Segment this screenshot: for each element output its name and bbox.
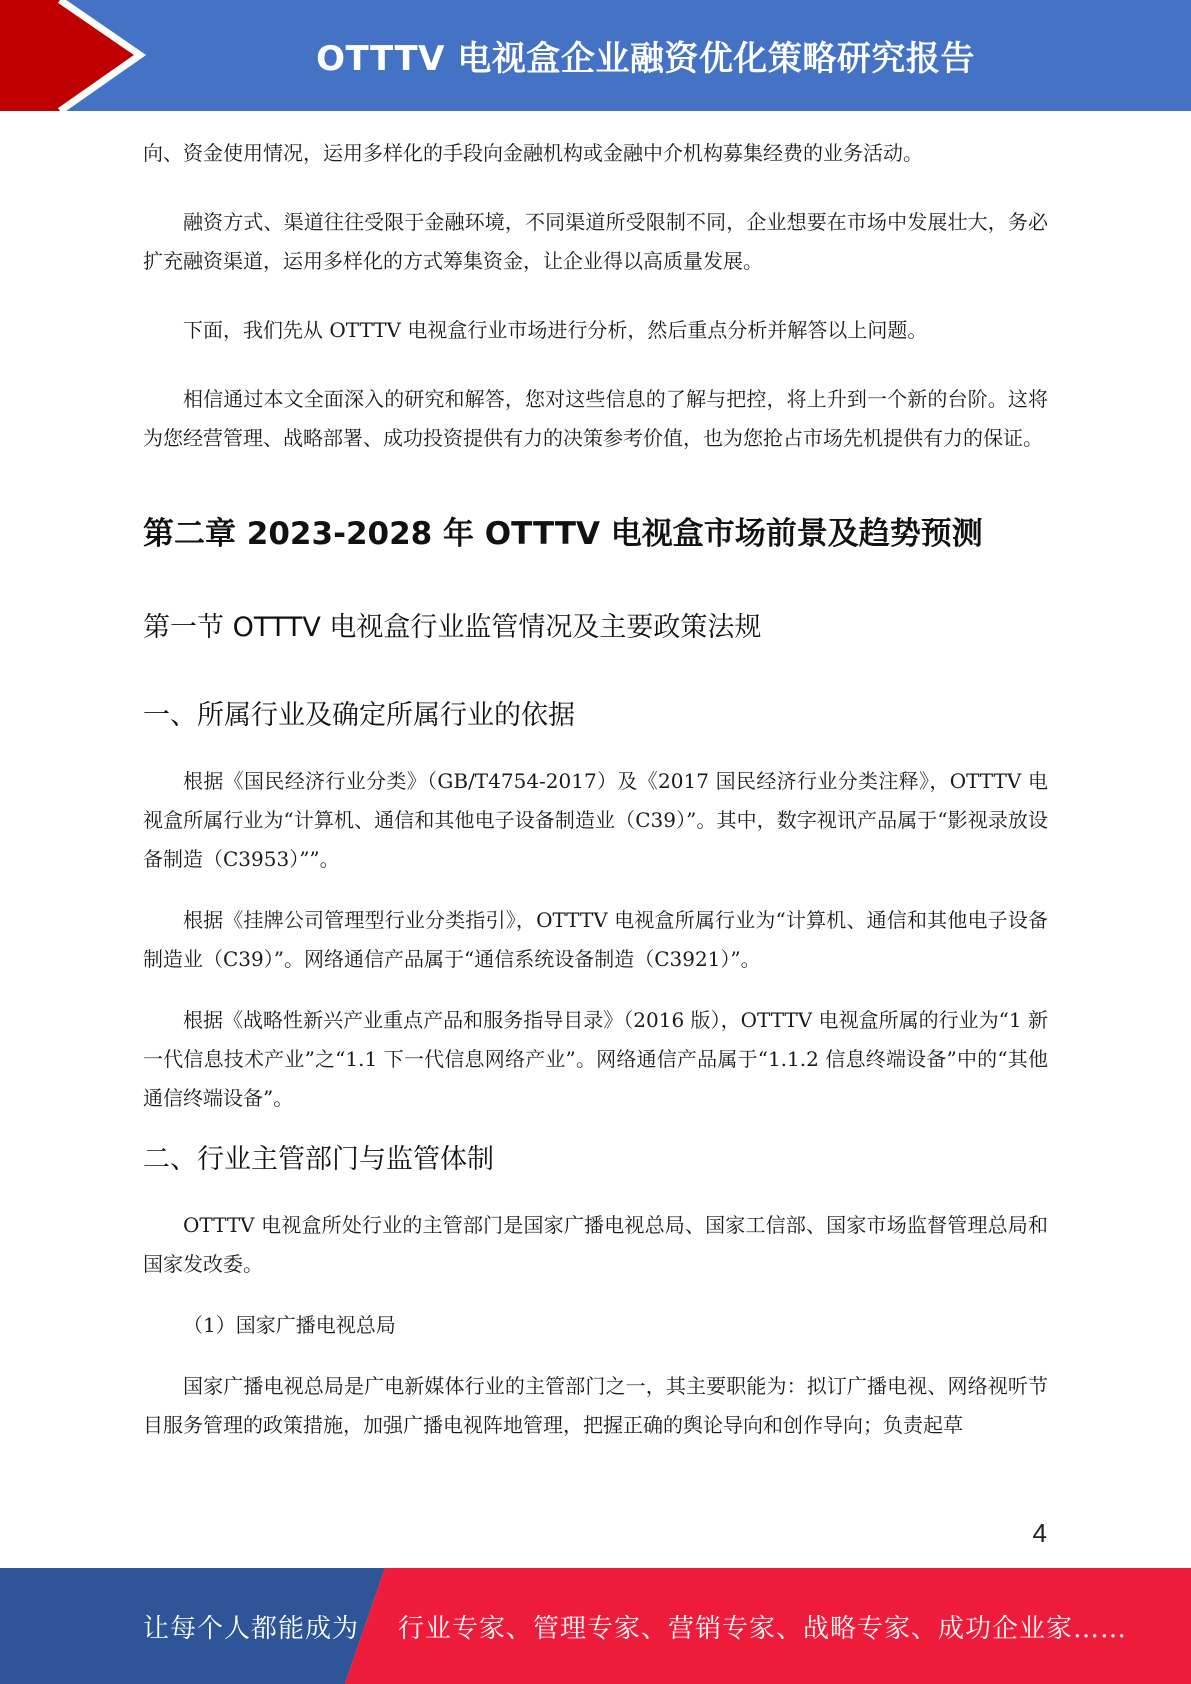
subsection-title-regulation: 二、行业主管部门与监管体制 [143,1144,494,1175]
intro-paragraph: 融资方式、渠道往往受限于金融环境，不同渠道所受限制不同，企业想要在市场中发展壮大，务必扩充融资渠道，运用多样化的方式筹集资金，让企业得以高质量发展。 [143,210,1048,273]
regulation-list-item: （1）国家广播电视总局 [183,1313,396,1337]
page-footer [0,1568,1191,1684]
header-title: OTTTV 电视盒企业融资优化策略研究报告 [316,39,975,79]
page-number: 4 [1032,1518,1047,1548]
intro-paragraph: 相信通过本文全面深入的研究和解答，您对这些信息的了解与把控，将上升到一个新的台阶。这将为您经营管理、战略部署、成功投资提供有力的决策参考价值，也为您抢占市场先机提供有力的保证。 [143,387,1048,450]
footer-slogan-left: 让每个人都能成为 [143,1613,360,1644]
regulation-paragraph: 国家广播电视总局是广电新媒体行业的主管部门之一，其主要职能为：拟订广播电视、网络视听节目服务管理的政策措施，加强广播电视阵地管理，把握正确的舆论导向和创作导向；负责起草 [143,1374,1048,1437]
chapter-title: 第二章 2023-2028 年 OTTTV 电视盒市场前景及趋势预测 [143,516,983,552]
page-content [143,134,1048,1445]
intro-paragraph-continued: 向、资金使用情况，运用多样化的手段向金融机构或金融中介机构募集经费的业务活动。 [143,141,923,165]
header-red-arrow [0,0,140,111]
industry-paragraph: 根据《国民经济行业分类》（GB/T4754-2017）及《2017 国民经济行业分类注释》，OTTTV 电视盒所属行业为“计算机、通信和其他电子设备制造业（C39）”。其中，数字视讯产品属于“影视录放设备制造（C3953）””。 [143,769,1048,871]
page-header [0,0,1191,111]
industry-paragraph: 根据《挂牌公司管理型行业分类指引》，OTTTV 电视盒所属行业为“计算机、通信和其他电子设备制造业（C39）”。网络通信产品属于“通信系统设备制造（C3921）”。 [143,908,1048,971]
industry-paragraph: 根据《战略性新兴产业重点产品和服务指导目录》（2016 版），OTTTV 电视盒所属的行业为“1 新一代信息技术产业”之“1.1 下一代信息网络产业”。网络通信产品属于“1.1.2 信息终端设备”中的“其他通信终端设备”。 [143,1008,1048,1110]
footer-slogan-right: 行业专家、管理专家、营销专家、战略专家、成功企业家…… [398,1613,1128,1644]
subsection-title-industry: 一、所属行业及确定所属行业的依据 [143,700,575,731]
intro-paragraph: 下面，我们先从 OTTTV 电视盒行业市场进行分析，然后重点分析并解答以上问题。 [183,318,928,342]
section-title: 第一节 OTTTV 电视盒行业监管情况及主要政策法规 [143,612,762,643]
regulation-paragraph: OTTTV 电视盒所处行业的主管部门是国家广播电视总局、国家工信部、国家市场监督管理总局和国家发改委。 [143,1213,1048,1276]
